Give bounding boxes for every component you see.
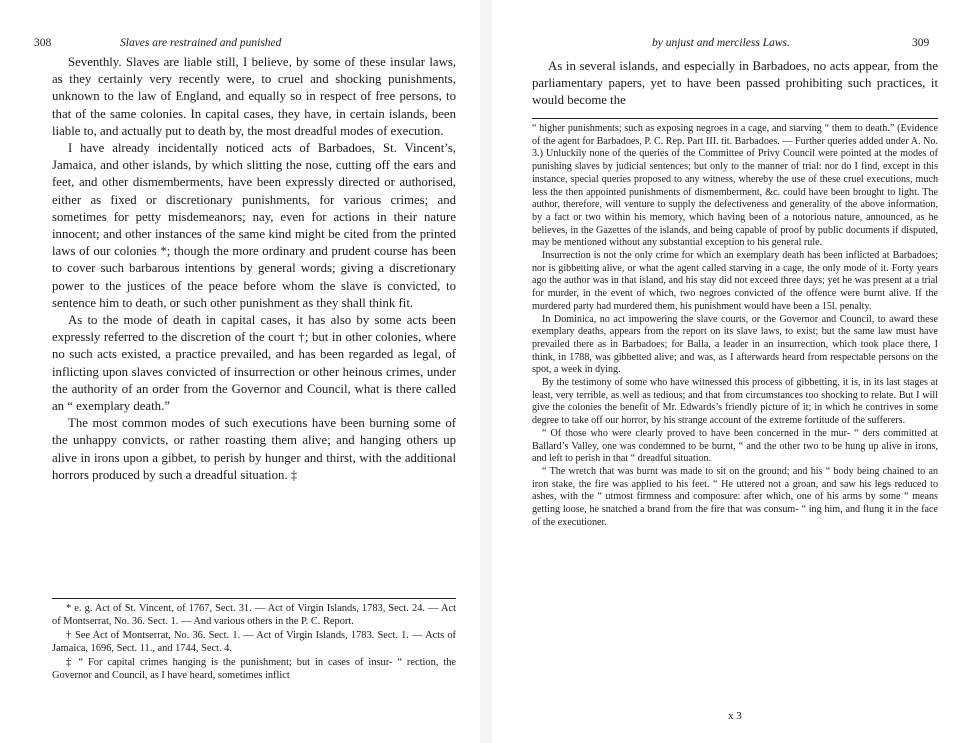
left-running-title: Slaves are restrained and punished <box>120 37 282 49</box>
left-paragraph: Seventhly. Slaves are liable still, I believe, by some of these insular laws, as they certainly very recently were, to cruel and shocking punishments, unknown to the law of England, and equally so in respect of free persons, to that of the same colonies. In capital cases, they have, in certain islands, been liable to, and actually put to death by, the most dreadful modes of execution. <box>52 55 456 138</box>
right-paragraph: As in several islands, and especially in Barbadoes, no acts appear, from the parliamentary papers, yet to have been passed prohibiting such practices, it would become the <box>532 59 938 108</box>
signature-mark: x 3 <box>728 710 742 722</box>
right-footnote-text <box>532 123 938 530</box>
left-page-number: 308 <box>34 37 52 49</box>
left-paragraph: The most common modes of such executions have been burning some of the unhappy convicts, or rather roasting them alive; and hanging others up alive in irons upon a gibbet, to perish by hunger and thirst, with the additional horrors produced by such a dreadful situation. ‡ <box>52 416 456 482</box>
footnote: * e. g. Act of St. Vincent, of 1767, Sect. 31. — Act of Virgin Islands, 1783, Sect. 24. — Act of Montserrat, No. 36. Sect. 1. — And various others in the P. C. Report. <box>52 603 456 628</box>
right-running-title: by unjust and merciless Laws. <box>652 37 790 49</box>
left-footnotes <box>52 602 456 682</box>
right-footnote-rule <box>532 118 938 119</box>
footnote: ‡ “ For capital crimes hanging is the punishment; but in cases of insur- “ rection, the Governor and Council, as I have heard, sometimes inflict <box>52 656 456 682</box>
left-footnote-rule <box>52 598 456 599</box>
book-gutter <box>480 0 492 743</box>
footnote-paragraph: Insurrection is not the only crime for which an exemplary death has been inflicted at Barbadoes; nor is gibbetting alive, or what the agent called starving in a cage, the only mode of it. Forty years ago the author was in that island, and his stay did not exceed three days; yet he was present at a trial for murder, in the event of which, two negroes convicted of the offence were burnt alive. If the murdered party had murdered them, his punishment would have been a 15l. penalty. <box>532 250 938 312</box>
footnote-paragraph: “ The wretch that was burnt was made to sit on the ground; and his “ body being chained to an iron stake, the fire was applied to his feet. “ He uttered not a groan, and saw his legs reduced to ashes, with the “ utmost firmness and composure: after which, one of his arms by some “ means getting loose, he snatched a brand from the fire that was consum- “ ing him, and flung it in the face of the executioner. <box>532 465 938 528</box>
left-paragraph: As to the mode of death in capital cases, it has also by some acts been expressly referred to the discretion of the court †; but in other colonies, where no such acts existed, a practice prevailed, and has been regarded as legal, of inflicting upon slaves convicted of insurrection or other heinous crimes, under the authority of an order from the Governor and Council, what is there called an “ exemplary death.” <box>52 313 456 414</box>
left-page <box>0 0 480 743</box>
footnote: † See Act of Montserrat, No. 36. Sect. 1. — Act of Virgin Islands, 1783. Sect. 1. — Acts of Jamaica, 1696, Sect. 11., and 1744, Sect. 4. <box>52 629 456 655</box>
left-paragraph: I have already incidentally noticed acts of Barbadoes, St. Vincent’s, Jamaica, and other islands, by which slitting the nose, cutting off the ears and feet, and other dismemberments, have been expressly directed or authorised, either as fixed or discretionary punishments, for various crimes; and sometimes for petty misdemeanors; nay, even for actions in their nature innocent; and other instances of the same kind might be cited from the printed laws of our colonies *; though the more ordinary and prudent course has been to cover such barbarous intentions by general words; giving a discretionary power to the justices of the peace before whom the slave is convicted, to sentence him to death, or such other punishment as they shall think fit. <box>52 141 456 310</box>
right-page <box>492 0 980 743</box>
footnote-paragraph: “ higher punishments; such as exposing negroes in a cage, and starving “ them to death.” (Evidence of the agent for Barbadoes, P. C. Rep. Part III. tit. Barbadoes. — Further queries added under A. No. 3.) Unluckily none of the queries of the Committee of Privy Council were pointed at the modes of punishing slaves by judicial sentences; but only to the manner of trial: nor do I find, except in this instance, special queries proposed to any witness, whereby the use of these cruel executions, much less the then appointed punishments of dismemberment, &c. could have been brought to light. The author, therefore, will venture to supply the defectiveness and generality of the above information, by a fact or two within his memory, which having been of a notorious nature, announced, as he believes, in the Gazettes of the islands, and being capable of proof by public documents if disputed, may be mentioned without any substantial exception to his general rule. <box>532 123 938 249</box>
left-body-text <box>52 54 456 484</box>
footnote-paragraph: By the testimony of some who have witnessed this process of gibbetting, it is, in its last stages at least, very terrible, as well as tedious; and that from circumstances too shocking to relate. But I will give the colonies the benefit of Mr. Edwards’s friendly picture of it; in which he contrives in some degree to take off our horror, by his strange account of the extreme fortitude of the sufferers. <box>532 377 938 427</box>
footnote-paragraph: In Dominica, no act impowering the slave courts, or the Governor and Council, to award these exemplary deaths, appears from the report on its slave laws, to exist; but the same law must have prevailed there as in Barbadoes; for Balla, a leader in an insurrection, which took place there, I think, in 1788, was gibbetted alive; and was, as I afterwards heard from respectable persons on the spot, a week in dying. <box>532 313 938 376</box>
footnote-paragraph: “ Of those who were clearly proved to have been concerned in the mur- “ ders committed at Ballard’s Valley, one was condemned to be burnt, “ and the other two to be hung up alive in irons, and left to perish in that “ dreadful situation. <box>532 427 938 465</box>
right-body-text <box>532 58 938 110</box>
right-page-number: 309 <box>912 37 930 49</box>
